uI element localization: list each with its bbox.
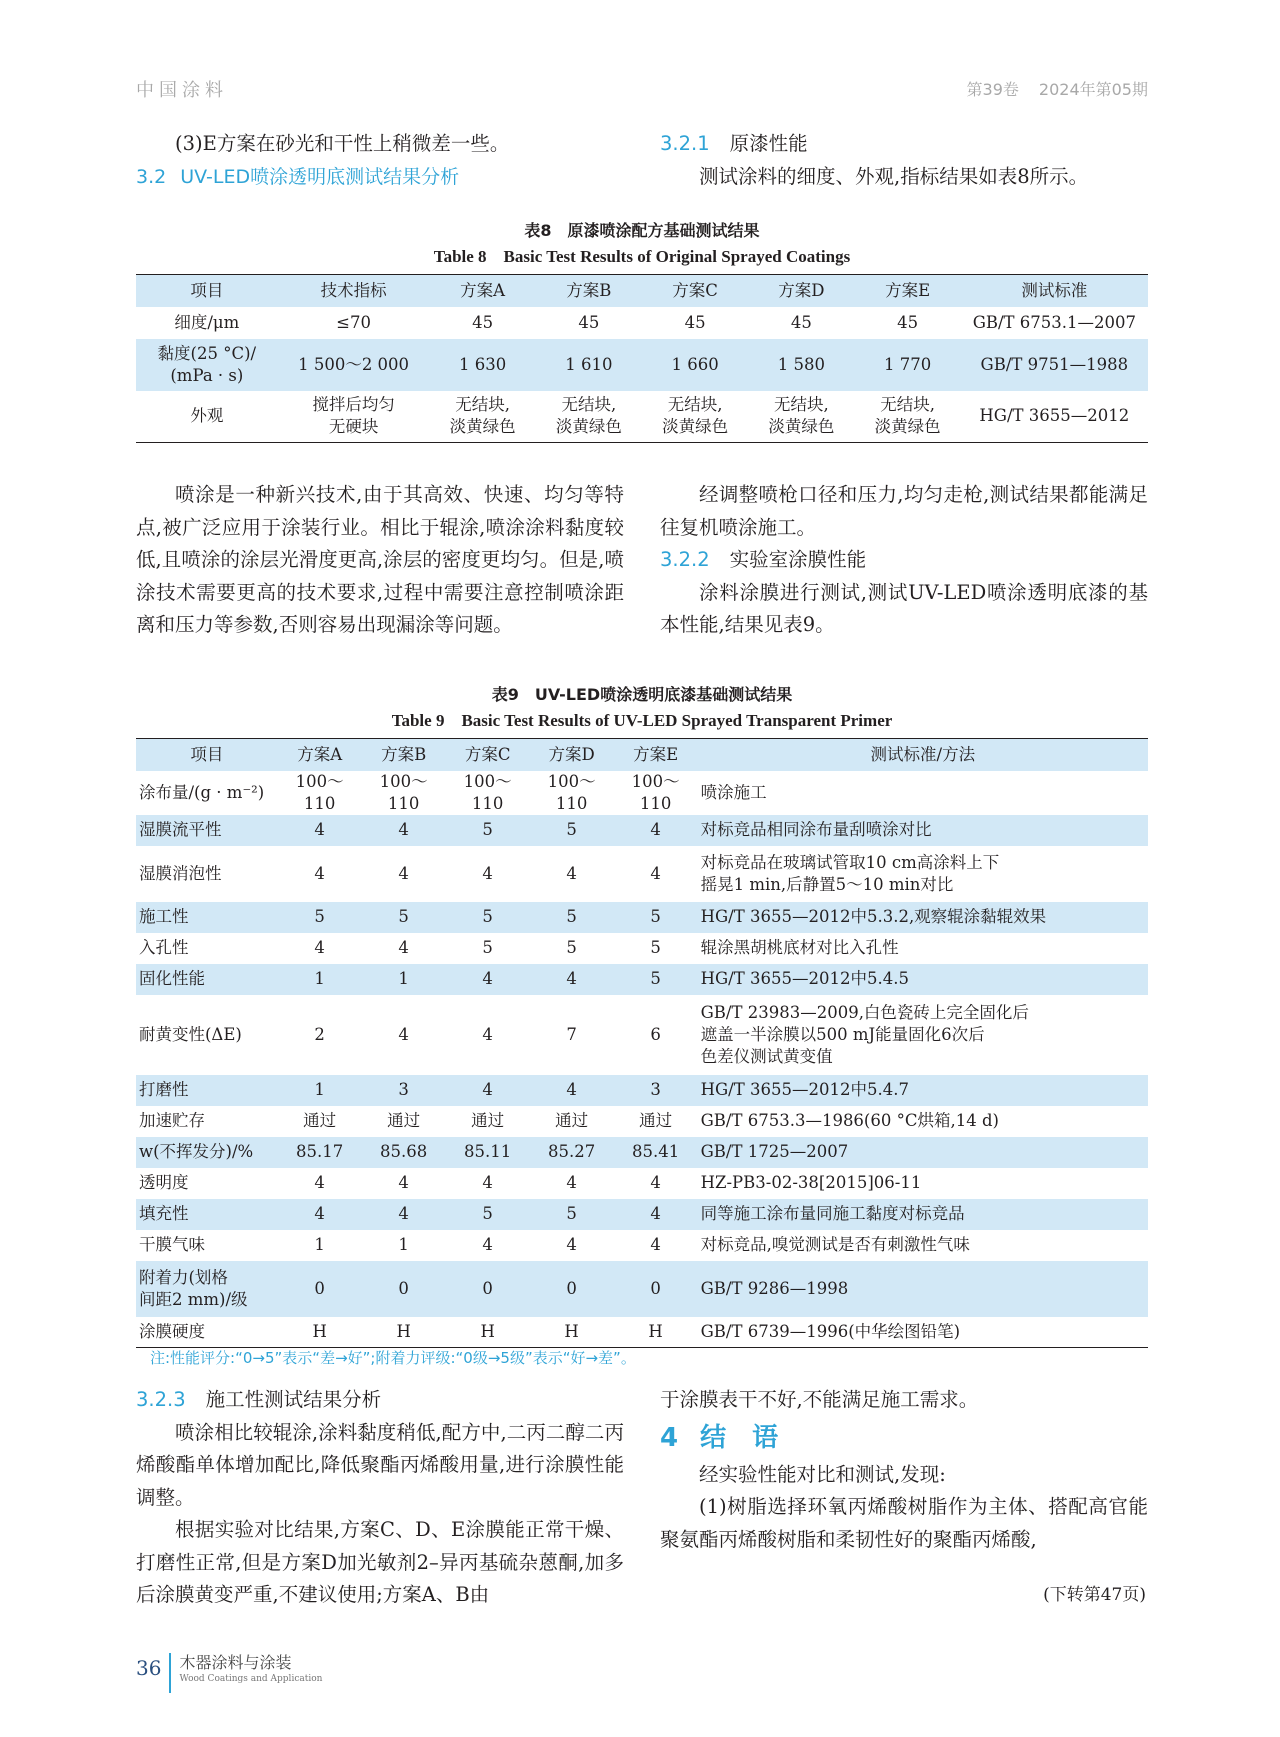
table-row [136,815,1148,846]
table-row [136,1168,1148,1199]
table-cell [698,846,1148,902]
table-cell [854,391,960,443]
table-cell: 5 [566,1204,577,1223]
table-cell: 4 [398,820,409,839]
cell-line: 无硬块 [328,417,379,437]
table-cell: 5 [650,969,661,988]
paragraph: 喷涂是一种新兴技术,由于其高效、快速、均匀等特点,被广泛应用于涂装行业。相比于辊涂,喷涂涂料黏度较低,且喷涂的涂层光滑度更高,涂层的密度更均匀。但是,喷涂技术需要更高的技术要求,过程中需要注意控制喷涂距离和压力等参数,否则容易出现漏涂等问题。 [136,483,624,636]
table-cell: 通过 [471,1111,505,1130]
table-cell: 45 [684,312,706,332]
table-header-cell: 方案B [362,739,446,771]
table-cell: 4 [314,1173,325,1192]
paragraph: 根据实验对比结果,方案C、D、E涂膜能正常干燥、打磨性正常,但是方案D加光敏剂2–异丙基硫杂蒽酮,加多后涂膜黄变严重,不建议使用;方案A、B由 [136,1518,624,1606]
paragraph: 经实验性能对比和测试,发现: [699,1462,946,1486]
cell-line: 搅拌后均匀 [312,395,395,415]
table-cell: 4 [482,1235,493,1254]
table9 [136,738,1148,1348]
table-cell: 固化性能 [139,969,205,988]
table-cell: 1 630 [458,354,507,374]
paragraph: 喷涂相比较辊涂,涂料黏度稍低,配方中,二丙二醇二丙烯酸酯单体增加配比,降低聚酯丙烯酸用量,进行涂膜性能调整。 [136,1420,624,1509]
table-header-cell: 方案C [642,275,748,307]
table-cell: 4 [650,1173,661,1192]
table-cell: 5 [566,938,577,957]
table-cell: 4 [566,969,577,988]
right-column-bottom [660,1384,1148,1556]
table-cell: ≤70 [336,312,371,332]
table8-caption-en: Table 8 Basic Test Results of Original Sprayed Coatings [433,247,851,266]
cell-line: 遮盖一半涂膜以500 mJ能量固化6次后 [700,1024,985,1044]
subsection-number: 3.2.2 [660,548,710,571]
table-row [136,995,1148,1075]
subsection-number: 3.2.1 [660,132,710,155]
table-cell: 0 [482,1278,493,1298]
table-cell: w(不挥发分)/% [139,1142,254,1161]
table-cell [642,391,748,443]
table-cell: 85.27 [547,1142,596,1161]
table-cell: 4 [650,1204,661,1223]
table-cell: 1 770 [883,354,932,374]
table-header-cell: 项目 [136,275,278,307]
right-column-top [660,128,1148,193]
table-cell: 4 [650,863,661,883]
table-header-cell: 测试标准 [961,275,1148,307]
table-cell: H [362,1317,446,1348]
table-cell: 涂膜硬度 [136,1317,278,1348]
table-cell: 施工性 [139,907,189,926]
table-cell: H [446,1317,530,1348]
table-row [136,1106,1148,1137]
table8 [136,274,1148,443]
table-cell: 干膜气味 [139,1235,205,1254]
table-header-cell: 测试标准/方法 [698,739,1148,771]
cell-line: 间距2 mm)/级 [139,1289,248,1309]
subsection-heading [660,544,1148,577]
table-cell: 5 [482,820,493,839]
table-cell: 1 [314,969,325,988]
table-cell: 1 [314,1080,325,1099]
table-cell: HZ-PB3-02-38[2015]06-11 [700,1173,922,1192]
section-heading [660,1417,1148,1459]
table-cell: 5 [482,1204,493,1223]
journal-name-cn: 木器涂料与涂装 [179,1653,292,1672]
subsection-title: 施工性测试结果分析 [205,1388,382,1411]
table-cell: 入孔性 [139,938,189,957]
page-number: 36 [136,1656,162,1680]
table-row [136,391,1148,443]
table-cell: 通过 [303,1111,337,1130]
table-row [136,339,1148,391]
table-cell: 4 [650,820,661,839]
table-cell: 4 [566,1235,577,1254]
cell-line: 淡黄绿色 [874,417,941,437]
section-title: 结 语 [700,1422,779,1453]
table-cell: 对标竞品相同涂布量刮喷涂对比 [700,820,932,839]
cell-line: 无结块, [561,395,617,415]
table-cell: H [278,1317,362,1348]
table-cell: 同等施工涂布量同施工黏度对标竞品 [700,1204,965,1223]
table-row [136,307,1148,339]
cell-line: 附着力(划格 [139,1267,228,1287]
table-cell: H [530,1317,614,1348]
table-header-cell: 方案C [446,739,530,771]
volume-label: 第39卷 [966,80,1019,99]
journal-name-en: Wood Coatings and Application [179,1674,323,1684]
continued-note: (下转第47页) [1043,1585,1146,1605]
table-cell: 6 [650,1024,661,1044]
table-cell [698,995,1148,1075]
table-cell [136,339,278,391]
table-cell [278,391,430,443]
table-cell: 外观 [136,391,278,443]
table-header-cell: 方案D [530,739,614,771]
cell-line: 无结块, [880,395,935,415]
table-cell: 4 [314,1204,325,1223]
table-cell: 100～110 [547,771,596,813]
table-header-cell: 方案E [854,275,960,307]
paragraph: (1)树脂选择环氧丙烯酸树脂作为主体、搭配高官能聚氨酯丙烯酸树脂和柔韧性好的聚酯丙烯酸, [660,1495,1148,1551]
table-cell: 0 [314,1278,325,1298]
table8-header-row [136,275,1148,307]
table-cell: 填充性 [139,1204,189,1223]
table-cell: GB/T 6739—1996(中华绘图铅笔) [698,1317,1148,1348]
table-cell: 4 [314,863,325,883]
table-cell: 打磨性 [139,1080,189,1099]
left-column-bottom [136,1384,624,1612]
table-cell: GB/T 9286—1998 [700,1278,849,1298]
table-cell: 辊涂黑胡桃底材对比入孔性 [700,938,899,957]
table-cell: 0 [650,1278,661,1298]
table-header-cell: 方案A [278,739,362,771]
table-cell: 4 [482,1024,493,1044]
left-column-middle [136,479,624,642]
table-cell: HG/T 3655—2012中5.4.7 [700,1080,909,1099]
table-cell: 4 [482,969,493,988]
table-cell: GB/T 6753.3—1986(60 °C烘箱,14 d) [700,1111,999,1130]
table-cell: 加速贮存 [139,1111,205,1130]
issue-label: 2024年第05期 [1038,80,1148,99]
table-cell: 45 [472,312,494,332]
subsection-title: 原漆性能 [729,132,808,155]
table-cell: 4 [398,863,409,883]
table-cell: 细度/μm [174,312,240,332]
table-row [136,1317,1148,1348]
table-cell: 0 [566,1278,577,1298]
table-cell: 5 [566,907,577,926]
table-cell: 45 [578,312,600,332]
table-cell: 100～110 [463,771,512,813]
table-cell: 4 [566,1173,577,1192]
subsection-number: 3.2.3 [136,1388,186,1411]
left-column-top [136,128,624,193]
table9-header-row [136,739,1148,771]
table-header-cell: 方案D [748,275,854,307]
table-row [136,933,1148,964]
cell-line: 无结块, [773,395,829,415]
table-row [136,1230,1148,1261]
table-header-cell: 技术指标 [278,275,430,307]
table-cell: 1 [314,1235,325,1254]
table-row [136,1075,1148,1106]
table-row [136,902,1148,933]
table9-caption-cn: 表9 UV-LED喷涂透明底漆基础测试结果 [491,685,793,704]
table-cell: 5 [482,938,493,957]
cell-line: 淡黄绿色 [449,417,516,437]
table-cell: HG/T 3655—2012 [961,391,1148,443]
table-cell: 4 [398,1024,409,1044]
table-header-cell: 方案B [536,275,642,307]
right-column-middle [660,479,1148,642]
table-cell: 喷涂施工 [700,782,767,802]
footer-divider [169,1653,171,1693]
table-cell: 1 [398,1235,409,1254]
page-footer [136,1653,322,1693]
table-cell: 涂布量/(g · m⁻²) [139,782,265,802]
table-cell: 对标竞品,嗅觉测试是否有刺激性气味 [700,1235,970,1254]
table-cell: GB/T 1725—2007 [700,1142,849,1161]
table-cell: 0 [398,1278,409,1298]
table9-caption [136,682,1148,734]
table-header-cell: 方案E [614,739,698,771]
section-number: 4 [660,1422,679,1453]
subsection-heading [660,128,1148,161]
paragraph: 测试涂料的细度、外观,指标结果如表8所示。 [699,164,1089,188]
table-cell: 4 [314,938,325,957]
table-cell: 5 [482,907,493,926]
table-cell: 100～110 [631,771,680,813]
table-cell: 4 [482,863,493,883]
table-cell: 4 [650,1235,661,1254]
table-cell: 1 580 [777,354,825,374]
subsection-heading [136,1384,624,1417]
cell-line: 色差仪测试黄变值 [700,1046,833,1066]
table-cell [136,1261,278,1317]
table-cell: 1 660 [671,354,719,374]
table-cell: GB/T 9751—1988 [980,354,1129,374]
cell-line: 无结块, [667,395,723,415]
paragraph: 于涂膜表干不好,不能满足施工需求。 [660,1388,979,1411]
table-cell: 4 [482,1173,493,1192]
cell-line: 摇晃1 min,后静置5～10 min对比 [700,874,954,894]
table-cell: 85.41 [631,1142,680,1161]
running-header-issue [947,77,1148,100]
table-cell: 7 [566,1024,577,1044]
cell-line: GB/T 23983—2009,白色瓷砖上完全固化后 [700,1002,1029,1022]
table-cell: 85.11 [464,1142,512,1161]
table-cell: 通过 [387,1111,421,1130]
table-cell: 4 [398,1204,409,1223]
table-cell: 1 610 [565,354,613,374]
table-cell: 3 [398,1080,409,1099]
table-cell [748,391,854,443]
table9-caption-en: Table 9 Basic Test Results of UV-LED Sprayed Transparent Primer [391,711,893,730]
section-heading [136,161,624,194]
journal-name [179,1653,322,1685]
table-cell: HG/T 3655—2012中5.3.2,观察辊涂黏辊效果 [700,907,1047,926]
table-cell: 通过 [639,1111,673,1130]
paragraph: (3)E方案在砂光和干性上稍微差一些。 [175,132,510,155]
table-cell: 4 [398,1173,409,1192]
table-header-cell: 项目 [136,739,278,771]
table-row [136,771,1148,815]
table-cell: 4 [566,1080,577,1099]
table-cell: 5 [314,907,325,926]
table-cell: 45 [790,312,812,332]
table-cell: 1 [398,969,409,988]
cell-line: 对标竞品在玻璃试管取10 cm高涂料上下 [700,852,1000,872]
table-cell: 2 [314,1024,325,1044]
cell-line: 淡黄绿色 [768,417,835,437]
table-header-cell: 方案A [429,275,535,307]
table-cell: 5 [398,907,409,926]
cell-line: 无结块, [455,395,510,415]
section-number: 3.2 [136,165,167,188]
table-cell: H [614,1317,698,1348]
section-title: UV-LED喷涂透明底测试结果分析 [180,165,460,188]
table-cell: 5 [566,820,577,839]
table8-caption [136,218,1148,270]
cell-line: 淡黄绿色 [662,417,729,437]
table-cell: 湿膜流平性 [139,820,222,839]
running-header-journal: 中国涂料 [136,80,228,101]
table-cell: 1 500～2 000 [298,354,410,374]
table-cell: 4 [314,820,325,839]
table9-note: 注:性能评分:“0→5”表示“差→好”;附着力评级:“0级→5级”表示“好→差”。 [150,1349,636,1367]
table-row [136,1261,1148,1317]
table-cell: 透明度 [139,1173,189,1192]
table-cell: 4 [398,938,409,957]
paragraph: 经调整喷枪口径和压力,均匀走枪,测试结果都能满足往复机喷涂施工。 [660,483,1148,539]
table-cell: 湿膜消泡性 [139,863,222,883]
table-cell: GB/T 6753.1—2007 [972,312,1137,332]
table-cell: 3 [650,1080,661,1099]
table-cell: 4 [482,1080,493,1099]
table-cell: 4 [566,863,577,883]
table-cell [536,391,642,443]
table-cell [429,391,535,443]
cell-line: 黏度(25 °C)/ [157,343,257,363]
cell-line: (mPa · s) [170,365,244,385]
table8-caption-cn: 表8 原漆喷涂配方基础测试结果 [524,221,760,240]
table-cell: 100～110 [379,771,428,813]
table-cell: 85.68 [380,1142,428,1161]
table-cell: 45 [897,312,919,332]
table-cell: 5 [650,907,661,926]
table-cell: 耐黄变性(ΔE) [139,1024,242,1044]
paragraph: 涂料涂膜进行测试,测试UV-LED喷涂透明底漆的基本性能,结果见表9。 [660,580,1148,636]
table-cell: 通过 [555,1111,589,1130]
table-cell: 5 [650,938,661,957]
table-cell: 100～110 [295,771,344,813]
cell-line: 淡黄绿色 [555,417,622,437]
table-cell: 85.17 [296,1142,344,1161]
table-row [136,1199,1148,1230]
table-row [136,1137,1148,1168]
table-row [136,846,1148,902]
subsection-title: 实验室涂膜性能 [729,548,867,571]
table-cell: HG/T 3655—2012中5.4.5 [700,969,909,988]
table-row [136,964,1148,995]
